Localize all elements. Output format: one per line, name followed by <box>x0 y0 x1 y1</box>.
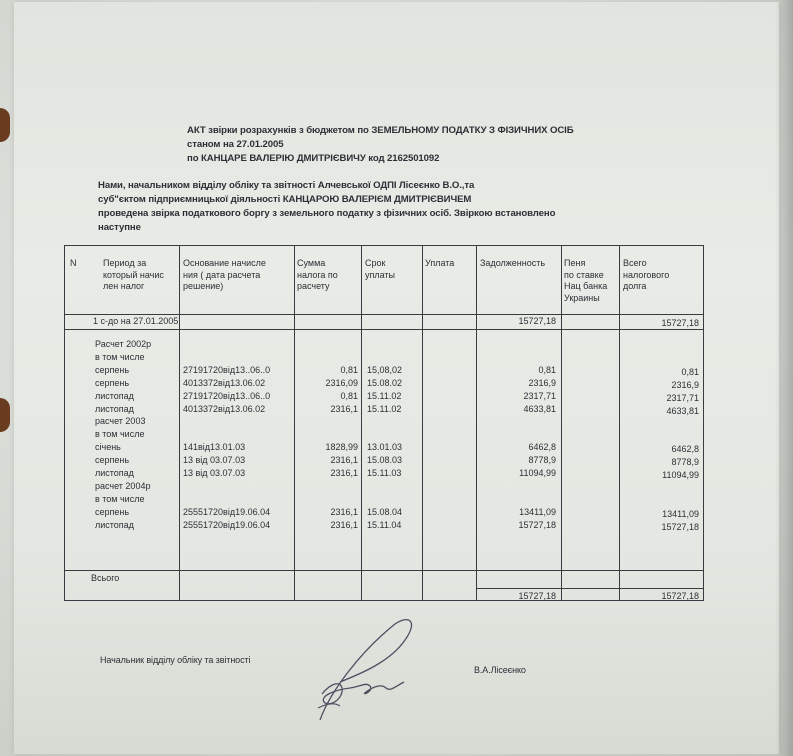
cell-period: серпень <box>95 506 130 517</box>
cell-debt: 2317,71 <box>523 390 556 401</box>
cell-debt: 13411,09 <box>519 506 556 517</box>
total-overall: 15727,18 <box>661 591 699 601</box>
cell-basis: 27191720від13..06..0 <box>183 364 271 375</box>
cell-total: 0,81 <box>681 366 699 377</box>
cell-sum: 2316,1 <box>330 403 358 414</box>
signatory-name: В.А.Лісеєнко <box>474 665 526 675</box>
cell-period: листопад <box>95 468 134 478</box>
cell-due: 15.11.02 <box>367 403 402 414</box>
cell-debt: 6462,8 <box>528 442 556 453</box>
signatory-position: Начальник відділу обліку та звітності <box>100 655 251 665</box>
cell-period: в том числе <box>95 351 145 362</box>
cell-sum: 0,81 <box>340 364 358 375</box>
cell-sum: 1828,99 <box>325 442 358 453</box>
intro-line-4: наступне <box>98 222 141 233</box>
opening-balance-debt: 15727,18 <box>518 316 556 326</box>
intro-line-1: Нами, начальником відділу обліку та звітності Алчевської ОДПІ Лісеєнко В.О.,та <box>98 180 475 191</box>
act-date: станом на 27.01.2005 <box>187 139 284 150</box>
opening-balance-total: 15727,18 <box>661 318 699 328</box>
cell-due: 15.11.03 <box>367 468 402 478</box>
cell-total: 13411,09 <box>662 508 699 519</box>
cell-total: 2316,9 <box>671 379 699 390</box>
handwritten-signature <box>300 612 420 730</box>
intro-line-2: суб"єктом підприємницької діяльності КАНЦАРОЮ ВАЛЕРІЄМ ДМИТРІЄВИЧЕМ <box>98 194 472 205</box>
col-header-debt: Задолженность <box>480 258 546 268</box>
cell-due: 15.08.04 <box>367 506 403 517</box>
cell-due: 15.11.02 <box>367 390 402 401</box>
cell-basis: 25551720від19.06.04 <box>183 506 271 517</box>
cell-debt: 0,81 <box>538 364 556 375</box>
cell-total: 15727,18 <box>661 521 699 532</box>
cell-total: 4633,81 <box>666 405 699 416</box>
cell-basis: 13 від 03.07.03 <box>183 468 246 478</box>
col-header-total-debt: Всего налогового долга <box>623 258 670 291</box>
act-subject: по КАНЦАРЕ ВАЛЕРІЮ ДМИТРІЄВИЧУ код 2162501092 <box>187 153 440 164</box>
cell-total: 11094,99 <box>662 470 699 480</box>
opening-balance-label: 1 с-до на 27.01.2005 <box>93 316 179 326</box>
cell-due: 13.01.03 <box>367 442 403 453</box>
cell-total: 2317,71 <box>666 392 699 403</box>
col-header-penalty: Пеня по ставке Нац банка Украины <box>564 258 608 303</box>
total-debt: 15727,18 <box>518 591 556 601</box>
cell-period: листопад <box>95 519 134 530</box>
punch-hole-top <box>0 108 10 142</box>
cell-basis: 141від13.01.03 <box>183 442 246 453</box>
cell-basis: 25551720від19.06.04 <box>183 519 271 530</box>
col-header-due: Срок уплаты <box>365 258 396 280</box>
page-edge-shadow <box>775 0 793 756</box>
cell-due: 15.08.03 <box>367 455 403 466</box>
cell-debt: 11094,99 <box>519 468 556 478</box>
cell-period: листопад <box>95 403 134 414</box>
col-header-sum: Сумма налога по расчету <box>297 258 338 291</box>
cell-total: 8778,9 <box>671 457 699 468</box>
cell-debt: 2316,9 <box>528 377 556 388</box>
cell-sum: 2316,1 <box>330 468 358 478</box>
cell-sum: 2316,1 <box>330 519 358 530</box>
reconciliation-table <box>64 245 704 601</box>
col-header-basis: Основание начисле ния ( дата расчета решение) <box>183 258 266 291</box>
cell-period: листопад <box>95 390 134 401</box>
cell-period: в том числе <box>95 493 145 504</box>
act-title: АКТ звірки розрахунків з бюджетом по ЗЕМЕЛЬНОМУ ПОДАТКУ З ФІЗИЧНИХ ОСІБ <box>187 125 574 136</box>
cell-sum: 0,81 <box>340 390 358 401</box>
cell-sum: 2316,09 <box>325 377 358 388</box>
col-header-period: Период за который начис лен налог <box>103 258 164 291</box>
cell-period: серпень <box>95 377 130 388</box>
cell-period: серпень <box>95 455 130 466</box>
cell-basis: 4013372від13.06.02 <box>183 377 266 388</box>
cell-period: серпень <box>95 364 130 375</box>
cell-due: 15.08.02 <box>367 377 403 388</box>
cell-period: в том числе <box>95 429 145 440</box>
cell-basis: 27191720від13..06..0 <box>183 390 271 401</box>
cell-sum: 2316,1 <box>330 506 358 517</box>
cell-total: 6462,8 <box>671 444 699 455</box>
cell-debt: 8778,9 <box>528 455 556 466</box>
col-header-payment: Уплата <box>425 258 455 268</box>
cell-debt: 4633,81 <box>523 403 556 414</box>
cell-basis: 13 від 03.07.03 <box>183 455 246 466</box>
total-label: Всього <box>91 573 120 583</box>
cell-due: 15.11.04 <box>367 519 402 530</box>
cell-sum: 2316,1 <box>330 455 358 466</box>
cell-period: расчет 2004р <box>95 480 151 491</box>
cell-period: Расчет 2002р <box>95 339 152 349</box>
cell-period: січень <box>95 442 121 453</box>
punch-hole-bottom <box>0 398 10 432</box>
cell-debt: 15727,18 <box>518 519 556 530</box>
col-header-n: N <box>70 258 77 268</box>
intro-line-3: проведена звірка податкового боргу з земельного податку з фізичних осіб. Звіркою встановлено <box>98 208 556 219</box>
cell-due: 15,08,02 <box>367 364 403 375</box>
cell-period: расчет 2003 <box>95 416 146 427</box>
cell-basis: 4013372від13.06.02 <box>183 403 266 414</box>
